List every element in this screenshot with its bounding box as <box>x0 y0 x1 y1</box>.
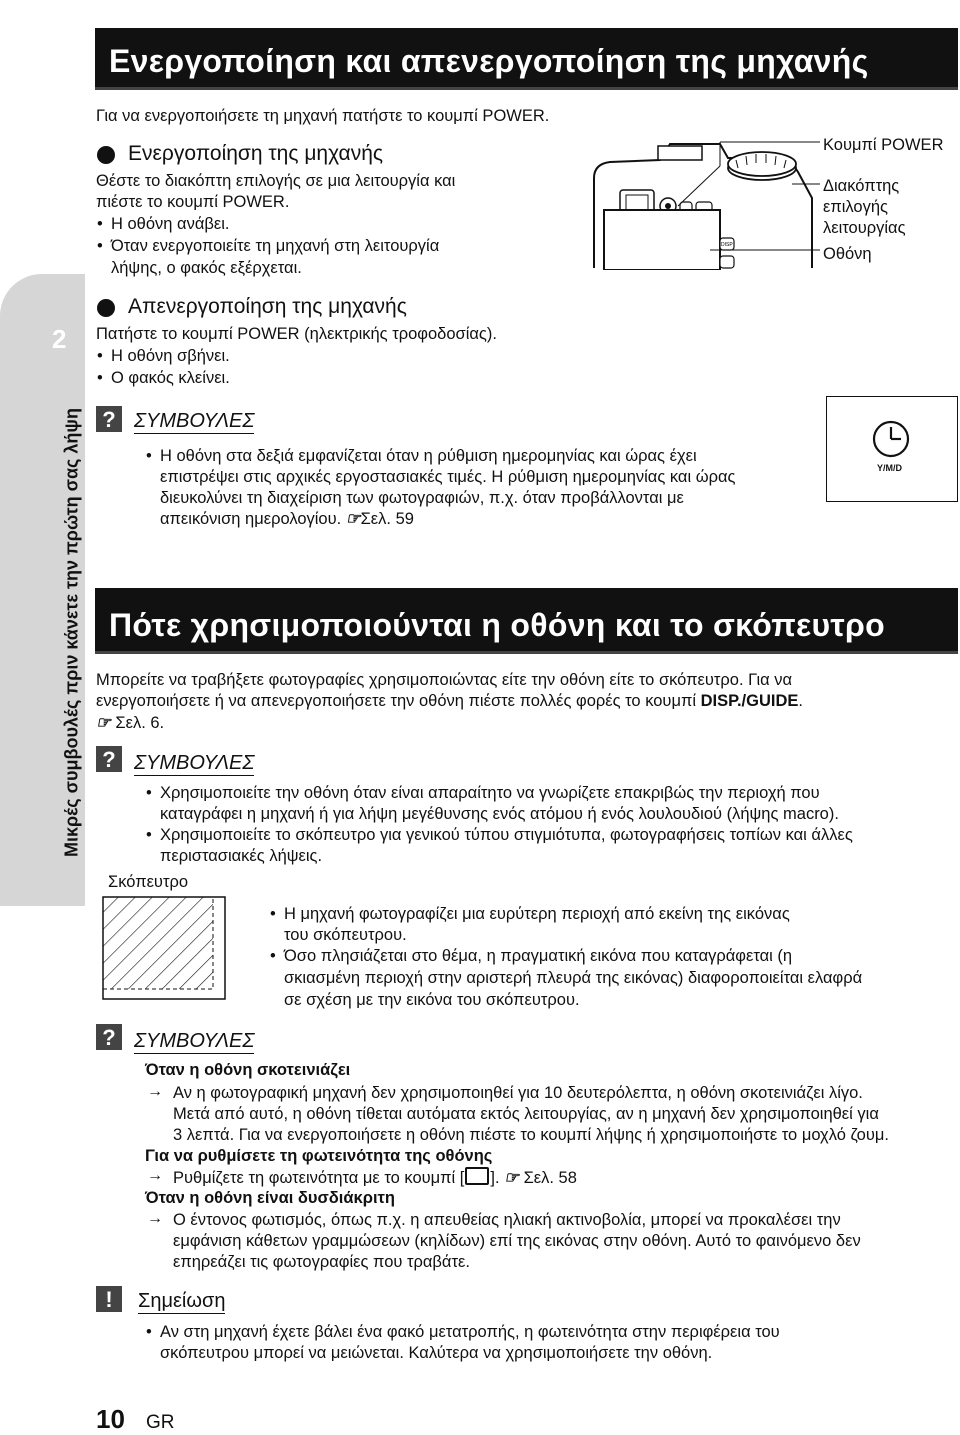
viewfinder-text: • Όσο πλησιάζεται στο θέμα, η πραγματική εικόνα που καταγράφεται (η <box>284 946 792 967</box>
clock-icon <box>871 419 911 459</box>
page-number: 10 <box>96 1404 125 1434</box>
svg-text:?: ? <box>102 407 116 432</box>
label-screen: Οθόνη <box>823 245 872 263</box>
section-header-power <box>95 6 958 90</box>
note-text: σκόπευτρου μπορεί να μειώνεται. Καλύτερα να χρησιμοποιήσετε την οθόνη. <box>160 1344 713 1362</box>
camera-disp-text: DISP <box>721 242 733 248</box>
tips-text: Ρυθμίζετε τη φωτεινότητα με το κουμπί [ ]. ☞ Σελ. 58 <box>173 1169 577 1187</box>
intro-text: ενεργοποιήσετε ή να απενεργοποιήσετε την οθόνη πιέστε πολλές φορές το κουμπί DISP./GUIDE. <box>96 692 803 710</box>
on-bullet: • Η οθόνη ανάβει. <box>111 214 229 235</box>
on-bullet-cont: λήψης, ο φακός εξέρχεται. <box>111 259 302 277</box>
on-line: Θέστε το διακόπτη επιλογής σε μια λειτουργία και <box>96 172 456 190</box>
tips-text: 3 λεπτά. Για να ενεργοποιήσετε η οθόνη πιέστε το κουμπί λήψης ή χρησιμοποιήστε το μοχλό ζουμ. <box>173 1126 889 1144</box>
section-title: Ενεργοποίηση και απενεργοποίηση της μηχανής <box>109 43 869 79</box>
tips-question-icon <box>96 746 122 772</box>
tips-text: περιστασιακές λήψεις. <box>160 847 323 865</box>
tips-text: καταγράφει η μηχανή ή για λήψη μεγέθυνσης ενός ατόμου ή ενός λουλουδιού (λήψης macro). <box>160 805 839 823</box>
tips-question-icon <box>96 406 122 432</box>
intro-text: Για να ενεργοποιήσετε τη μηχανή πατήστε το κουμπί POWER. <box>96 107 550 125</box>
viewfinder-text: σε σχέση με την εικόνα του σκόπευτρου. <box>284 991 580 1009</box>
intro-text: Μπορείτε να τραβήξετε φωτογραφίες χρησιμοποιώντας είτε την οθόνη είτε το σκόπευτρο. Για να <box>96 671 793 689</box>
tips-heading: ΣΥΜΒΟΥΛΕΣ <box>134 752 255 774</box>
viewfinder-text: του σκόπευτρου. <box>284 926 407 944</box>
chapter-number: 2 <box>52 324 67 354</box>
on-line: πιέστε το κουμπί POWER. <box>96 193 290 211</box>
page-ref-icon: ☞ <box>504 1169 519 1187</box>
tips-text: • Χρησιμοποιείτε το σκόπευτρο για γενικού τύπου στιγμιότυπα, φωτογραφήσεις τοπίων και άλλες <box>160 825 853 846</box>
arrow-icon: → <box>147 1210 163 1227</box>
svg-text:?: ? <box>102 747 116 772</box>
chapter-label: Μικρές συμβουλές πριν κάνετε την πρώτη σας λήψη <box>61 408 82 857</box>
viewfinder-diagram <box>102 896 226 1000</box>
subheading-on: Ενεργοποίηση της μηχανής <box>128 142 383 165</box>
tips-heading: ΣΥΜΒΟΥΛΕΣ <box>134 1030 255 1052</box>
label-power-button: Κουμπί POWER <box>823 136 944 154</box>
bullet-circle-icon <box>97 146 115 164</box>
tips-subheading: Όταν η οθόνη σκοτεινιάζει <box>145 1061 351 1079</box>
tips-text: • Χρησιμοποιείτε την οθόνη όταν είναι απαραίτητο να γνωρίζετε επακριβώς την περιοχή που <box>160 783 820 804</box>
tips-text: επηρεάζει τις φωτογραφίες που τραβάτε. <box>173 1253 470 1271</box>
arrow-icon: → <box>147 1167 163 1184</box>
note-heading: Σημείωση <box>138 1290 226 1312</box>
arrow-icon: → <box>147 1083 163 1100</box>
clock-screen-box <box>826 396 958 502</box>
svg-text:?: ? <box>102 1025 116 1050</box>
intro-ref: ☞ Σελ. 6. <box>96 714 165 732</box>
tips-text: Μετά από αυτό, η οθόνη τίθεται αυτόματα εκτός λειτουργίας, αν η μηχανή δεν χρησιμοποιηθεί για <box>173 1105 879 1123</box>
off-line: Πατήστε το κουμπί POWER (ηλεκτρικής τροφοδοσίας). <box>96 325 497 343</box>
label-mode-dial: Διακόπτης <box>823 177 900 195</box>
date-format-label: Y/M/D <box>877 463 903 473</box>
section-title: Πότε χρησιμοποιούνται η οθόνη και το σκόπευτρο <box>109 607 885 643</box>
tips-text: διευκολύνει τη διαχείριση των φωτογραφιών, π.χ. όταν προβάλλονται με <box>160 489 684 507</box>
on-bullet: • Όταν ενεργοποιείτε τη μηχανή στη λειτουργία <box>111 236 439 257</box>
svg-text:!: ! <box>105 1287 113 1312</box>
page-ref-icon: ☞ <box>345 510 361 528</box>
tips-text: • Η οθόνη στα δεξιά εμφανίζεται όταν η ρύθμιση ημερομηνίας και ώρας έχει <box>160 446 697 467</box>
tips-question-icon <box>96 1024 122 1050</box>
subheading-off: Απενεργοποίηση της μηχανής <box>128 295 407 318</box>
bullet-circle-icon <box>97 299 115 317</box>
tips-subheading: Όταν η οθόνη είναι δυσδιάκριτη <box>145 1189 395 1207</box>
camera-illustration <box>580 138 820 270</box>
tips-text: Αν η φωτογραφική μηχανή δεν χρησιμοποιηθεί για 10 δευτερόλεπτα, η οθόνη σκοτεινιάζει λίγο. <box>173 1084 863 1102</box>
tips-text-ref: απεικόνιση ημερολογίου. ☞Σελ. 59 <box>160 510 414 528</box>
page-ref-icon: ☞ <box>96 714 111 732</box>
off-bullet: • Η οθόνη σβήνει. <box>111 346 230 367</box>
section-header-monitor <box>95 566 958 654</box>
note-exclamation-icon <box>96 1286 122 1312</box>
tips-text: Ο έντονος φωτισμός, όπως π.χ. η απευθείας ηλιακή ακτινοβολία, μπορεί να προκαλέσει την <box>173 1211 841 1229</box>
label-mode-dial: επιλογής <box>823 198 888 216</box>
language-code: GR <box>146 1412 175 1433</box>
tips-subheading: Για να ρυθμίσετε τη φωτεινότητα της οθόνης <box>145 1147 493 1165</box>
viewfinder-text: • Η μηχανή φωτογραφίζει μια ευρύτερη περιοχή από εκείνη της εικόνας <box>284 904 790 925</box>
label-mode-dial: λειτουργίας <box>823 219 906 237</box>
tips-heading: ΣΥΜΒΟΥΛΕΣ <box>134 410 255 432</box>
note-text: • Αν στη μηχανή έχετε βάλει ένα φακό μετατροπής, η φωτεινότητα στην περιφέρεια του <box>160 1322 780 1343</box>
viewfinder-label: Σκόπευτρο <box>108 873 189 891</box>
tips-text: εμφάνιση κάθετων γραμμώσεων (κηλίδων) επί της εικόνας στην οθόνη. Αυτό το φαινόμενο δεν <box>173 1232 861 1250</box>
viewfinder-text: σκιασμένη περιοχή στην αριστερή πλευρά της εικόνας) διαφοροποιείται ελαφρά <box>284 969 863 987</box>
off-bullet: • Ο φακός κλείνει. <box>111 368 230 389</box>
brightness-button-icon <box>465 1167 489 1185</box>
tips-text: επιστρέψει στις αρχικές εργοστασιακές τιμές. Η ρύθμιση ημερομηνίας και ώρας <box>160 468 736 486</box>
